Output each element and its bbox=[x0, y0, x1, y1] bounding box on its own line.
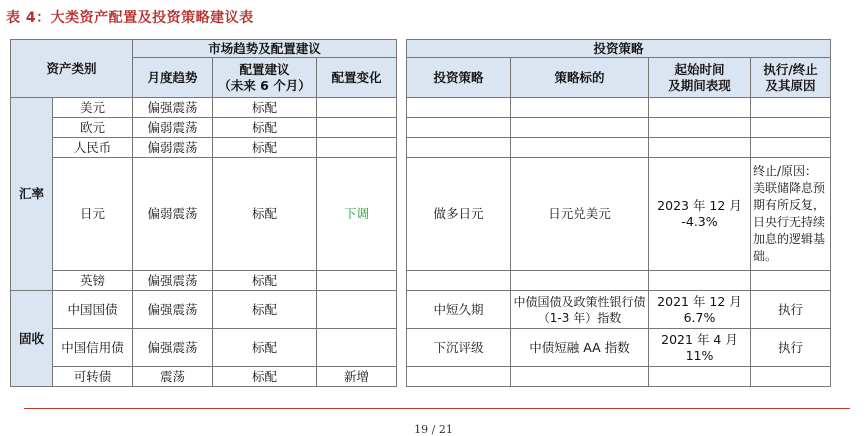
category-fx: 汇率 bbox=[11, 98, 53, 291]
target-cell: 日元兑美元 bbox=[511, 158, 649, 271]
change-cell bbox=[317, 271, 397, 291]
change-cell: 下调 bbox=[317, 158, 397, 271]
start-cell: 2023 年 12 月 -4.3% bbox=[649, 158, 751, 271]
trend-cell: 偏弱震荡 bbox=[133, 138, 213, 158]
category-fixed-income: 固收 bbox=[11, 291, 53, 387]
exec-cell: 执行 bbox=[751, 291, 831, 329]
strategy-cell: 中短久期 bbox=[407, 291, 511, 329]
table-row bbox=[11, 367, 831, 387]
start-cell bbox=[649, 98, 751, 118]
start-cell bbox=[649, 367, 751, 387]
footer-divider bbox=[24, 408, 850, 409]
exec-cell bbox=[751, 138, 831, 158]
suggestion-cell: 标配 bbox=[213, 118, 317, 138]
target-cell bbox=[511, 118, 649, 138]
target-cell bbox=[511, 98, 649, 118]
table-title: 表 4：大类资产配置及投资策略建议表 bbox=[6, 10, 254, 26]
asset-name: 英镑 bbox=[53, 271, 133, 291]
allocation-change-header: 配置变化 bbox=[317, 58, 397, 98]
trend-cell: 偏强震荡 bbox=[133, 98, 213, 118]
target-cell: 中债国债及政策性银行债（1-3 年）指数 bbox=[511, 291, 649, 329]
trend-cell: 偏弱震荡 bbox=[133, 158, 213, 271]
exec-cell bbox=[751, 367, 831, 387]
asset-name: 中国信用债 bbox=[53, 329, 133, 367]
target-cell bbox=[511, 271, 649, 291]
suggestion-cell: 标配 bbox=[213, 158, 317, 271]
strategy-cell bbox=[407, 98, 511, 118]
monthly-trend-header: 月度趋势 bbox=[133, 58, 213, 98]
table-row bbox=[11, 158, 831, 271]
start-cell: 2021 年 12 月 6.7% bbox=[649, 291, 751, 329]
asset-name: 日元 bbox=[53, 158, 133, 271]
asset-name: 中国国债 bbox=[53, 291, 133, 329]
strategy-cell: 下沉评级 bbox=[407, 329, 511, 367]
suggestion-cell: 标配 bbox=[213, 271, 317, 291]
change-cell bbox=[317, 329, 397, 367]
exec-cell: 终止/原因：美联储降息预期有所反复，日央行无持续加息的逻辑基础。 bbox=[751, 158, 831, 271]
suggestion-cell: 标配 bbox=[213, 291, 317, 329]
start-cell bbox=[649, 138, 751, 158]
strategy-cell bbox=[407, 367, 511, 387]
trend-cell: 震荡 bbox=[133, 367, 213, 387]
strategy-cell: 做多日元 bbox=[407, 158, 511, 271]
exec-header: 执行/终止 及其原因 bbox=[751, 58, 831, 98]
start-cell bbox=[649, 271, 751, 291]
trend-cell: 偏强震荡 bbox=[133, 271, 213, 291]
exec-cell: 执行 bbox=[751, 329, 831, 367]
suggestion-cell: 标配 bbox=[213, 98, 317, 118]
target-header: 策略标的 bbox=[511, 58, 649, 98]
change-cell bbox=[317, 98, 397, 118]
table-row bbox=[11, 271, 831, 291]
target-cell bbox=[511, 138, 649, 158]
target-cell: 中债短融 AA 指数 bbox=[511, 329, 649, 367]
change-cell bbox=[317, 118, 397, 138]
asset-name: 人民币 bbox=[53, 138, 133, 158]
suggestion-cell: 标配 bbox=[213, 138, 317, 158]
suggestion-cell: 标配 bbox=[213, 367, 317, 387]
change-cell: 新增 bbox=[317, 367, 397, 387]
exec-cell bbox=[751, 271, 831, 291]
start-cell bbox=[649, 118, 751, 138]
table-row bbox=[11, 291, 831, 329]
table-row bbox=[11, 98, 831, 118]
trend-cell: 偏强震荡 bbox=[133, 329, 213, 367]
trend-cell: 偏弱震荡 bbox=[133, 118, 213, 138]
target-cell bbox=[511, 367, 649, 387]
strategy-cell bbox=[407, 271, 511, 291]
market-group-header: 市场趋势及配置建议 bbox=[133, 40, 397, 58]
asset-class-header: 资产类别 bbox=[11, 40, 133, 98]
page-number: 19 / 21 bbox=[414, 423, 453, 436]
start-header: 起始时间 及期间表现 bbox=[649, 58, 751, 98]
exec-cell bbox=[751, 118, 831, 138]
strategy-cell bbox=[407, 138, 511, 158]
asset-name: 可转债 bbox=[53, 367, 133, 387]
table-row bbox=[11, 118, 831, 138]
table-row bbox=[11, 138, 831, 158]
asset-name: 欧元 bbox=[53, 118, 133, 138]
asset-allocation-table bbox=[10, 39, 831, 387]
strategy-cell bbox=[407, 118, 511, 138]
suggestion-header: 配置建议 （未来 6 个月） bbox=[213, 58, 317, 98]
strategy-group-header: 投资策略 bbox=[407, 40, 831, 58]
start-cell: 2021 年 4 月 11% bbox=[649, 329, 751, 367]
change-cell bbox=[317, 138, 397, 158]
strategy-header: 投资策略 bbox=[407, 58, 511, 98]
suggestion-cell: 标配 bbox=[213, 329, 317, 367]
exec-cell bbox=[751, 98, 831, 118]
table-row bbox=[11, 329, 831, 367]
trend-cell: 偏强震荡 bbox=[133, 291, 213, 329]
asset-name: 美元 bbox=[53, 98, 133, 118]
change-cell bbox=[317, 291, 397, 329]
